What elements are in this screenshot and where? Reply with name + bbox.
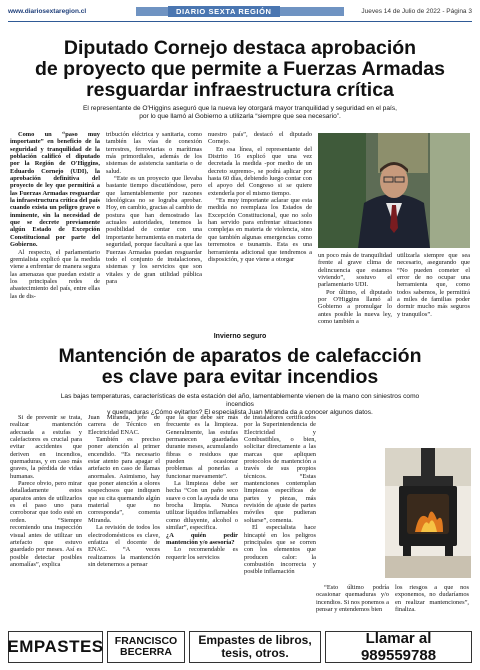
article1-headline — [8, 38, 472, 101]
headline-line: es clave para evitar incendios — [101, 366, 379, 388]
paragraph: La revisión de todos los electrodomésticos es clave, enfatiza el docente de ENAC. “A veces realizamos la mantención sin detenernos a pensar — [88, 524, 160, 568]
paragraph: los riesgos a que nos exponemos, no dudaríamos en realizar mantenciones”, finaliza. — [395, 584, 469, 614]
ad-service-line: Empastes de libros, — [198, 633, 312, 647]
article2-column-3 — [166, 414, 238, 626]
page-header — [8, 4, 472, 18]
paragraph: “Es muy importante aclarar que esta medida no reemplaza los Estados de Excepción Constitucional, que no solo han servido para enfrentar situaciones complejas en materia de violencia, sino que también algunas emergencias como terremotos e tsunamis. Esta es una herramienta adicional que tendremos a disposición, y que viene a otorgar — [208, 197, 312, 263]
article1-column-1 — [10, 131, 100, 324]
paragraph: Por último, el diputado por O'Higgins llamó al Gobierno a promulgar lo antes posible la nueva ley, como también a — [318, 288, 392, 324]
paragraph: “Esto último podría ocasionar quemaduras y/o incendios. Si nos ponemos a pensar y entendemos bien — [316, 584, 389, 614]
article1-column-3 — [208, 131, 312, 324]
ad-brand: EMPASTES — [8, 631, 103, 663]
subhead-line: El representante de O'Higgins aseguró que la nueva ley otorgará mayor tranquilidad y seguridad en el país, — [83, 105, 397, 112]
article1-subhead — [60, 105, 420, 121]
article2-column-4 — [244, 414, 316, 626]
article2-column-1 — [10, 414, 82, 626]
issue-date: Jueves 14 de Julio de 2022 - Página 3 — [361, 7, 472, 15]
paragraph: Como un “paso muy importante” en beneficio de la seguridad y tranquilidad de la población calificó el diputado por la Región de O'Higgins, Eduardo Cornejo (UDI), la aprobación definitiva del proyecto de ley que permitirá a las Fuerzas Armadas resguardar la infraestructura crítica del país cuando exista un peligro grave o inminente, sin la necesidad de que se decrete previamente algún Estado de Excepción Constitucional por parte del Gobierno. — [10, 131, 100, 249]
paragraph: un poco más de tranquilidad frente al grave clima de delincuencia que estamos viviendo”, sostuvo el parlamentario UDI. — [318, 252, 392, 289]
paragraph: También es preciso poner atención al primer encendido. “Es necesario estar atento para apagar el artefacto en caso de llamas anormales. Asimismo, hay que poner atención a olores sospechosos que indiquen que su cita quemando algún material que no corresponda”, comenta Miranda. — [88, 436, 160, 524]
article2-column-2 — [88, 414, 160, 626]
subhead-line: y quemaduras ¿Cómo evitarlos? El especialista Juan Miranda da a conocer algunos datos. — [107, 409, 373, 416]
paragraph: Al respecto, el parlamentario gremialista explicó que la medida viene a enfrentar de manera segura las amenazas que puedan existir a los principales redes de abastecimiento del país, entre ellas las de dis- — [10, 248, 100, 300]
header-rule — [8, 21, 472, 22]
paragraph: ¿A quién pedir mantención y/o asesoría? — [166, 531, 238, 546]
deputy-photo — [318, 133, 470, 248]
advertisement-strip — [8, 631, 472, 663]
headline-line: Diputado Cornejo destaca aprobación — [63, 37, 417, 59]
ad-service-line: tesis, otros. — [221, 646, 289, 660]
paragraph: Si de prevenir se trata, realizar mantención adecuada a estufas y calefactores es crucial para evitar accidentes que deriven en incendios, quemaduras, y en caso más graves, la pérdida de vidas humanas. — [10, 414, 82, 480]
ad-name-line: BECERRA — [120, 646, 172, 658]
article1-column-4 — [318, 252, 392, 324]
article2-headline — [8, 346, 472, 388]
article2-kicker: Invierno seguro — [213, 333, 267, 340]
paragraph: tribución eléctrica y sanitaria, como también las vías de conexión terrestres, ferroviarias o marítimas más primordiales, además de los sistemas de asistencia sanitaria o de salud. — [106, 131, 202, 175]
paragraph: Parece obvio, pero mirar detalladamente estos aparatos antes de utilizarlos es el paso uno para corroborar que todo esté en orden. “Siempre recomiendo una inspección visual antes de utilizar un artefacto que estuvo guardado por meses. Así es posible detectar posibles anomalías”, explica — [10, 480, 82, 568]
paragraph: Juan Miranda, jefe de carrera de Técnico en Electricidad ENAC. — [88, 414, 160, 436]
paragraph: que la que debe ser más frecuente es la limpieza. Generalmente, las estufas permanecen guardadas durante meses, acumulando fibras o residuos que pueden ocasionar problemas al ponerlas a funcionar nuevamente”. — [166, 414, 238, 480]
headline-line: de proyecto que permite a Fuerzas Armadas — [35, 58, 445, 80]
ad-name-line: FRANCISCO — [114, 635, 178, 647]
paragraph: La limpieza debe ser hecha “Con un paño seco suave o con la ayuda de una brocha limpia. Nunca utilizar líquidos inflamables como diluyente, alcohol o similar”, especifica. — [166, 480, 238, 532]
site-url[interactable]: www.diariosextaregion.cl — [8, 7, 87, 15]
paragraph: utilizarla siempre que sea necesario, asegurando que “No pueden cometer el error de no ocupar una herramienta que, como todos sabemos, le permitirá a miles de familias poder dormir mucho más seguros y tranquilos”. — [397, 252, 470, 318]
paragraph: El especialista hace hincapié en los peligros principales que se corren con los elementos que producen calor: la combustión incorrecta y posible inflamación — [244, 524, 316, 576]
paragraph: nuestro país”, destacó el diputado Cornejo. — [208, 131, 312, 146]
ad-services — [189, 631, 321, 663]
headline-line: resguardar infraestructura crítica — [86, 79, 394, 101]
article2-column-6 — [395, 584, 469, 626]
article2-column-5 — [316, 584, 389, 626]
newspaper-name: DIARIO SEXTA REGIÓN — [168, 6, 280, 17]
subhead-line: por lo que llamó al Gobierno a utilizarla “siempre que sea necesario”. — [139, 113, 341, 120]
paragraph: Lo recomendable es requerir los servicios — [166, 546, 238, 561]
ad-name — [107, 631, 185, 663]
paragraph: “Este es un proyecto que llevaba bastante tiempo discutiéndose, pero que lamentablemente por razones ideológicas no se lograba aprobar. Hoy, en cambio, gracias al cambio de postura que han demostrado las actuales autoridades, tenemos la posibilidad de contar con una importante herramienta en materia de seguridad, porque facultará a que las Fuerzas Armadas puedan resguardar todo el conjunto de instalaciones, sistemas y los servicios que son vitales y de gran utilidad pública para — [106, 175, 202, 285]
subhead-line: Las bajas temperaturas, características de esta estación del año, lamentablemente vienen de la mano con siniestros como incendios — [60, 393, 420, 408]
paragraph: En esa línea, el representante del Distrito 16 explicó que una vez decretada la medida -por medio de un decreto supremo-, se podrá aplicar por hasta 60 días, debiendo luego contar con el apoyo del Congreso si se quiere extenderla por el mismo tiempo. — [208, 145, 312, 197]
heater-photo — [385, 448, 471, 578]
paragraph: de instaladores certificados por la Superintendencia de Electricidad y Combustibles, o bien, solicitar directamente a las marcas que apliquen protocolos de mantención a través de sus propios técnicos. “Estas mantenciones contemplan limpiezas específicas de partes y piezas, más revisión de ajuste de partes móviles que pudieran soltarse”, comenta. — [244, 414, 316, 524]
headline-line: Mantención de aparatos de calefacción — [58, 345, 422, 367]
article1-column-2 — [106, 131, 202, 324]
article1-column-5 — [397, 252, 470, 324]
ad-phone[interactable]: Llamar al 989559788 — [325, 631, 472, 663]
